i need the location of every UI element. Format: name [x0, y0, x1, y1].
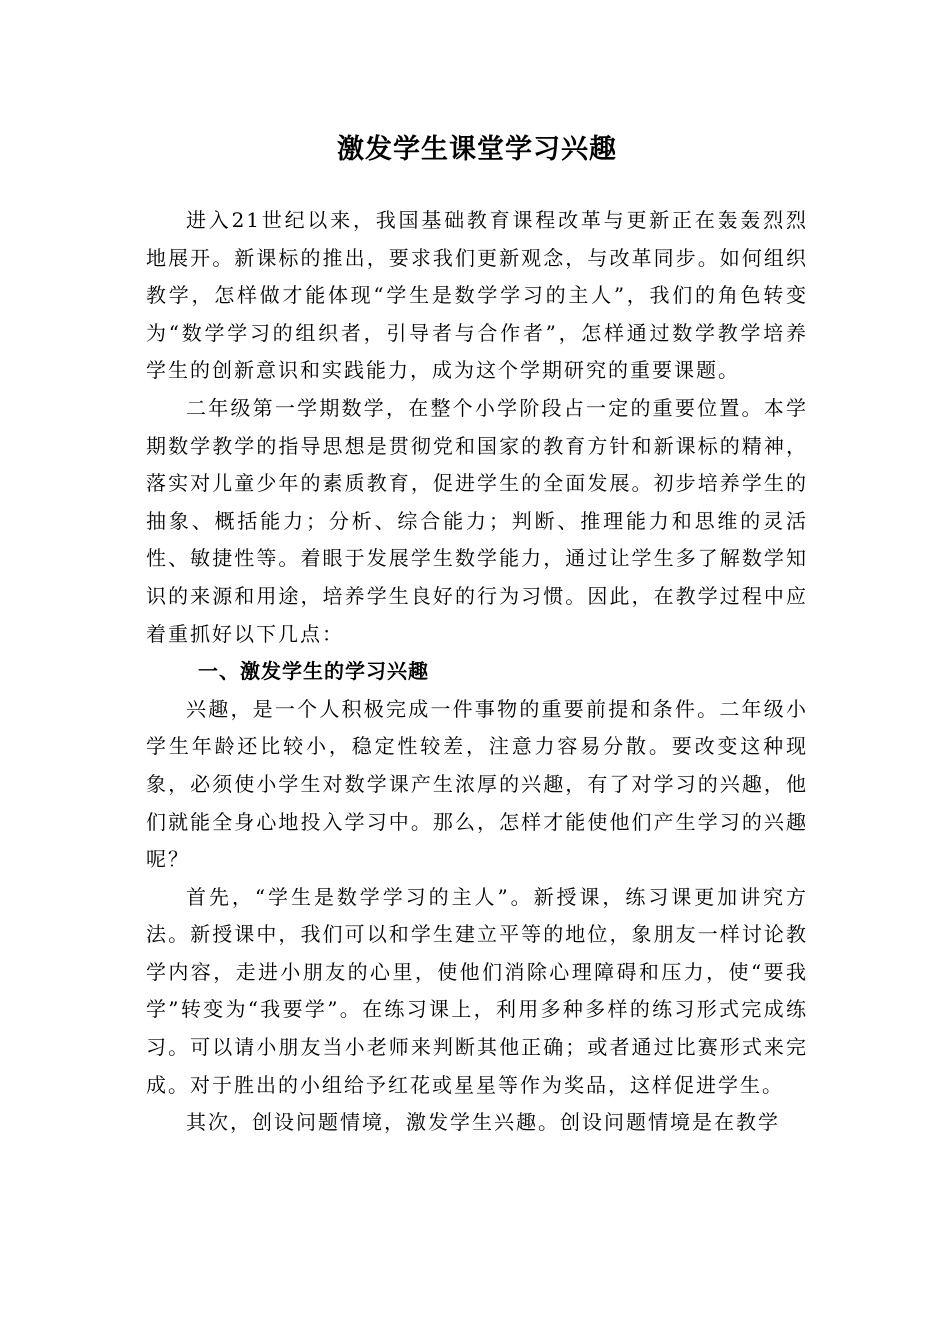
document-page [146, 120, 808, 1142]
paragraph-first: 首先，“学生是数学学习的主人”。新授课，练习课更加讲究方法。新授课中，我们可以和学生建立平等的地位，象朋友一样讨论教学内容，走进小朋友的心里，使他们消除心理障碍和压力，使“要我学”转变为“我要学”。在练习课上，利用多种多样的练习形式完成练习。可以请小朋友当小老师来判断其他正确；或者通过比赛形式来完成。对于胜出的小组给予红花或星星等作为奖品，这样促进学生。 [146, 884, 808, 1097]
paragraph-interest: 兴趣，是一个人积极完成一件事物的重要前提和条件。二年级小学生年龄还比较小，稳定性较差，注意力容易分散。要改变这种现象，必须使小学生对数学课产生浓厚的兴趣，有了对学习的兴趣，他们就能全身心地投入学习中。那么，怎样才能使他们产生学习的兴趣呢？ [146, 696, 808, 872]
paragraph-intro: 进入21世纪以来，我国基础教育课程改革与更新正在轰轰烈烈地展开。新课标的推出，要求我们更新观念，与改革同步。如何组织教学，怎样做才能体现“学生是数学学习的主人”，我们的角色转变为“数学学习的组织者，引导者与合作者”，怎样通过数学教学培养学生的创新意识和实践能力，成为这个学期研究的重要课题。 [146, 208, 808, 383]
page-title: 激发学生课堂学习兴趣 [337, 134, 617, 165]
paragraph-second: 其次，创设问题情境，激发学生兴趣。创设问题情境是在教学 [186, 1110, 780, 1135]
paragraph-semester: 二年级第一学期数学，在整个小学阶段占一定的重要位置。本学期数学教学的指导思想是贯彻党和国家的教育方针和新课标的精神，落实对儿童少年的素质教育，促进学生的全面发展。初步培养学生的抽象、概括能力；分析、综合能力；判断、推理能力和思维的灵活性、敏捷性等。着眼于发展学生数学能力，通过让学生多了解数学知识的来源和用途，培养学生良好的行为习惯。因此，在教学过程中应着重抓好以下几点： [146, 395, 808, 646]
section-heading: 一、激发学生的学习兴趣 [198, 659, 429, 684]
